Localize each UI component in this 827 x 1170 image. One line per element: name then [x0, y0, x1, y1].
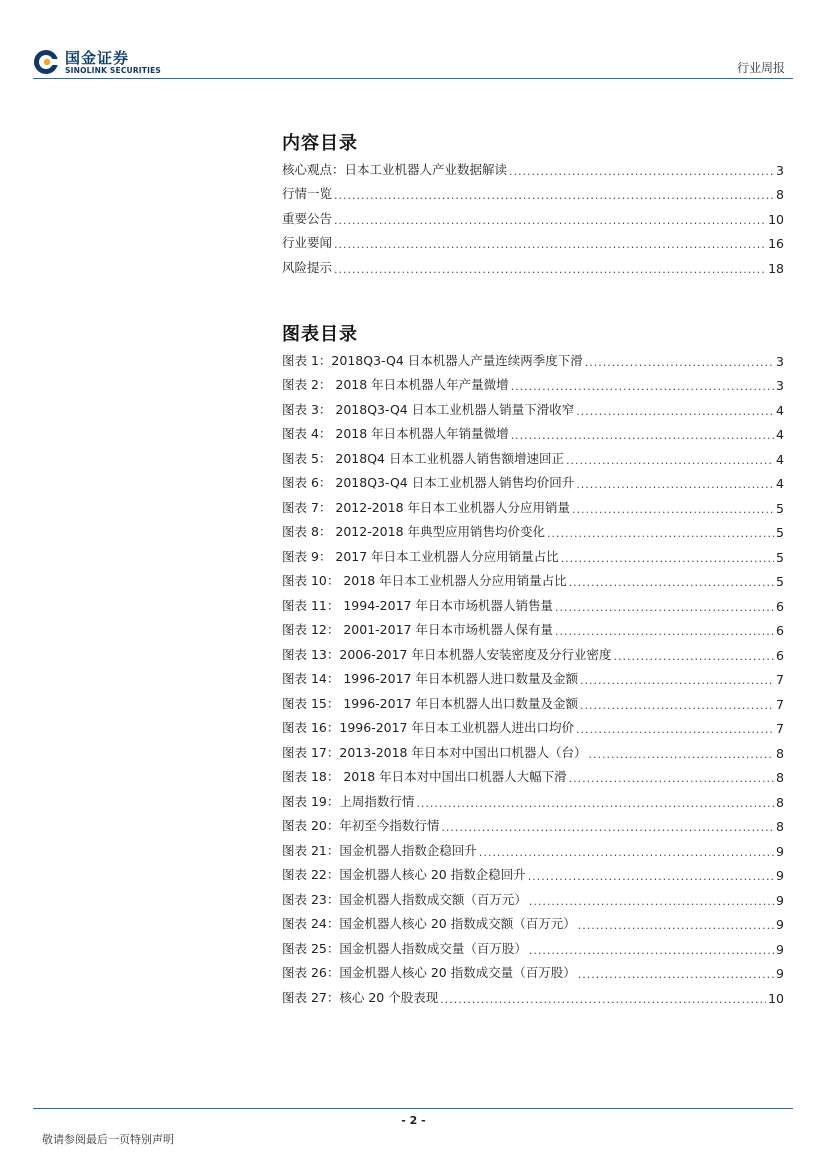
- dot-leader: [576, 405, 774, 418]
- figure-entry[interactable]: [282, 761, 784, 786]
- contents-entry[interactable]: [282, 202, 784, 227]
- toc-entry-page: 9: [776, 868, 784, 883]
- toc-entry-label: 图表 13：2006-2017 年日本机器人安装密度及分行业密度: [282, 646, 612, 662]
- dot-leader: [529, 944, 774, 957]
- dot-leader: [585, 356, 774, 369]
- dot-leader: [569, 576, 774, 589]
- contents-list: [282, 153, 784, 276]
- dot-leader: [528, 870, 774, 883]
- figure-entry[interactable]: [282, 516, 784, 541]
- toc-entry-page: 4: [776, 476, 784, 491]
- figure-entry[interactable]: [282, 491, 784, 516]
- toc-entry-page: 10: [768, 990, 784, 1006]
- figure-entry[interactable]: [282, 834, 784, 859]
- toc-entry-page: 8: [776, 745, 784, 761]
- toc-entry-label: 核心观点：日本工业机器人产业数据解读: [282, 161, 508, 177]
- report-type: 行业周报: [736, 61, 785, 75]
- toc-entry-page: 6: [776, 623, 784, 638]
- dot-leader: [511, 380, 774, 393]
- figures-list: [282, 344, 784, 1006]
- figure-entry[interactable]: [282, 687, 784, 712]
- page-number: - 2 -: [401, 1114, 426, 1127]
- dot-leader: [572, 503, 774, 516]
- contents-entry[interactable]: [282, 153, 784, 178]
- toc-entry-page: 7: [776, 672, 784, 687]
- figure-entry[interactable]: [282, 883, 784, 908]
- dot-leader: [580, 674, 774, 687]
- toc-entry-page: 9: [776, 941, 784, 957]
- toc-entry-label: 图表 10： 2018 年日本工业机器人分应用销量占比: [282, 573, 567, 588]
- toc-entry-page: 3: [776, 162, 784, 178]
- toc-entry-label: 图表 26：国金机器人核心 20 指数成交量（百万股）: [282, 965, 576, 980]
- toc-entry-label: 图表 21：国金机器人指数企稳回升: [282, 842, 477, 858]
- disclaimer-text: 敬请参阅最后一页特别声明: [42, 1133, 174, 1146]
- footer-divider: [33, 1108, 793, 1109]
- figures-title: 图表目录: [282, 324, 358, 345]
- figure-entry[interactable]: [282, 614, 784, 639]
- toc-entry-page: 5: [776, 549, 784, 565]
- figure-entry[interactable]: [282, 663, 784, 688]
- toc-entry-label: 图表 19：上周指数行情: [282, 793, 415, 809]
- figure-entry[interactable]: [282, 712, 784, 737]
- dot-leader: [566, 454, 774, 467]
- toc-entry-label: 图表 6： 2018Q3-Q4 日本工业机器人销售均价回升: [282, 475, 575, 490]
- figure-entry[interactable]: [282, 981, 784, 1006]
- figure-entry[interactable]: [282, 859, 784, 884]
- toc-entry-label: 图表 23：国金机器人指数成交额（百万元）: [282, 891, 527, 907]
- figure-entry[interactable]: [282, 736, 784, 761]
- dot-leader: [614, 650, 775, 663]
- dot-leader: [334, 189, 774, 202]
- figure-entry[interactable]: [282, 810, 784, 835]
- logo-chinese-name: 国金证券: [65, 49, 130, 67]
- figure-entry[interactable]: [282, 540, 784, 565]
- dot-leader: [440, 993, 766, 1006]
- figure-entry[interactable]: [282, 589, 784, 614]
- dot-leader: [576, 723, 774, 736]
- company-logo: [33, 47, 183, 79]
- dot-leader: [441, 821, 774, 834]
- figure-entry[interactable]: [282, 932, 784, 957]
- toc-entry-label: 图表 4： 2018 年日本机器人年销量微增: [282, 426, 509, 441]
- logo-english-name: SINOLINK SECURITIES: [65, 66, 162, 75]
- toc-entry-page: 6: [776, 598, 784, 614]
- header-divider: [33, 78, 793, 79]
- toc-entry-page: 4: [776, 427, 784, 442]
- toc-entry-label: 图表 17：2013-2018 年日本对中国出口机器人（台）: [282, 744, 587, 760]
- figure-entry[interactable]: [282, 785, 784, 810]
- contents-entry[interactable]: [282, 251, 784, 276]
- toc-entry-label: 风险提示: [282, 259, 333, 275]
- figure-entry[interactable]: [282, 344, 784, 369]
- logo-mark-icon: [33, 49, 59, 75]
- figure-entry[interactable]: [282, 442, 784, 467]
- dot-leader: [555, 625, 774, 638]
- toc-entry-label: 图表 1：2018Q3-Q4 日本机器人产量连续两季度下滑: [282, 352, 583, 368]
- toc-entry-page: 3: [776, 378, 784, 393]
- toc-entry-page: 3: [776, 353, 784, 369]
- dot-leader: [555, 601, 774, 614]
- figure-entry[interactable]: [282, 369, 784, 394]
- toc-entry-page: 8: [776, 819, 784, 834]
- toc-entry-page: 9: [776, 917, 784, 932]
- dot-leader: [578, 968, 774, 981]
- toc-entry-page: 5: [776, 525, 784, 540]
- toc-entry-page: 5: [776, 500, 784, 516]
- dot-leader: [509, 165, 774, 178]
- toc-entry-label: 图表 24：国金机器人核心 20 指数成交额（百万元）: [282, 916, 576, 931]
- toc-entry-page: 8: [776, 187, 784, 202]
- dot-leader: [479, 846, 774, 859]
- toc-entry-label: 图表 3： 2018Q3-Q4 日本工业机器人销量下滑收窄: [282, 401, 575, 417]
- contents-title: 内容目录: [282, 133, 358, 154]
- dot-leader: [580, 699, 774, 712]
- figure-entry[interactable]: [282, 418, 784, 443]
- toc-entry-page: 16: [768, 236, 784, 251]
- toc-entry-label: 图表 22：国金机器人核心 20 指数企稳回升: [282, 867, 526, 882]
- toc-entry-label: 图表 11： 1994-2017 年日本市场机器人销售量: [282, 597, 553, 613]
- toc-entry-page: 7: [776, 696, 784, 712]
- figure-entry[interactable]: [282, 957, 784, 982]
- figure-entry[interactable]: [282, 638, 784, 663]
- dot-leader: [334, 263, 766, 276]
- toc-entry-page: 8: [776, 794, 784, 810]
- toc-entry-page: 18: [768, 260, 784, 276]
- toc-entry-page: 6: [776, 647, 784, 663]
- toc-entry-page: 5: [776, 574, 784, 589]
- figure-entry[interactable]: [282, 908, 784, 933]
- dot-leader: [561, 552, 774, 565]
- contents-entry[interactable]: [282, 227, 784, 252]
- page-header: [0, 0, 827, 82]
- dot-leader: [334, 238, 766, 251]
- toc-entry-page: 9: [776, 892, 784, 908]
- toc-entry-label: 图表 8： 2012-2018 年典型应用销售均价变化: [282, 524, 546, 539]
- toc-entry-page: 4: [776, 402, 784, 418]
- toc-entry-label: 图表 27：核心 20 个股表现: [282, 989, 439, 1005]
- dot-leader: [578, 919, 774, 932]
- toc-entry-label: 图表 9： 2017 年日本工业机器人分应用销量占比: [282, 548, 559, 564]
- toc-entry-label: 行业要闻: [282, 235, 333, 250]
- toc-entry-label: 图表 20：年初至今指数行情: [282, 818, 440, 833]
- dot-leader: [576, 478, 774, 491]
- figure-entry[interactable]: [282, 467, 784, 492]
- toc-entry-label: 图表 7： 2012-2018 年日本工业机器人分应用销量: [282, 499, 571, 515]
- toc-entry-page: 9: [776, 843, 784, 859]
- toc-entry-page: 10: [768, 211, 784, 227]
- figure-entry[interactable]: [282, 393, 784, 418]
- contents-entry[interactable]: [282, 178, 784, 203]
- toc-entry-page: 4: [776, 451, 784, 467]
- toc-entry-label: 图表 15： 1996-2017 年日本机器人出口数量及金额: [282, 695, 578, 711]
- dot-leader: [511, 429, 774, 442]
- dot-leader: [529, 895, 774, 908]
- dot-leader: [569, 772, 774, 785]
- toc-entry-label: 图表 16：1996-2017 年日本工业机器人进出口均价: [282, 720, 574, 735]
- toc-entry-label: 图表 12： 2001-2017 年日本市场机器人保有量: [282, 622, 553, 637]
- toc-entry-label: 重要公告: [282, 210, 333, 226]
- toc-entry-label: 图表 5： 2018Q4 日本工业机器人销售额增速回正: [282, 450, 564, 466]
- dot-leader: [589, 748, 775, 761]
- toc-entry-label: 图表 14： 1996-2017 年日本机器人进口数量及金额: [282, 671, 578, 686]
- toc-entry-label: 图表 25：国金机器人指数成交量（百万股）: [282, 940, 527, 956]
- toc-entry-label: 行情一览: [282, 186, 333, 201]
- toc-entry-page: 8: [776, 770, 784, 785]
- dot-leader: [547, 527, 774, 540]
- toc-entry-label: 图表 2： 2018 年日本机器人年产量微增: [282, 377, 509, 392]
- dot-leader: [416, 797, 774, 810]
- toc-entry-label: 图表 18： 2018 年日本对中国出口机器人大幅下滑: [282, 769, 567, 784]
- figure-entry[interactable]: [282, 565, 784, 590]
- toc-entry-page: 7: [776, 721, 784, 736]
- toc-entry-page: 9: [776, 966, 784, 981]
- dot-leader: [334, 214, 766, 227]
